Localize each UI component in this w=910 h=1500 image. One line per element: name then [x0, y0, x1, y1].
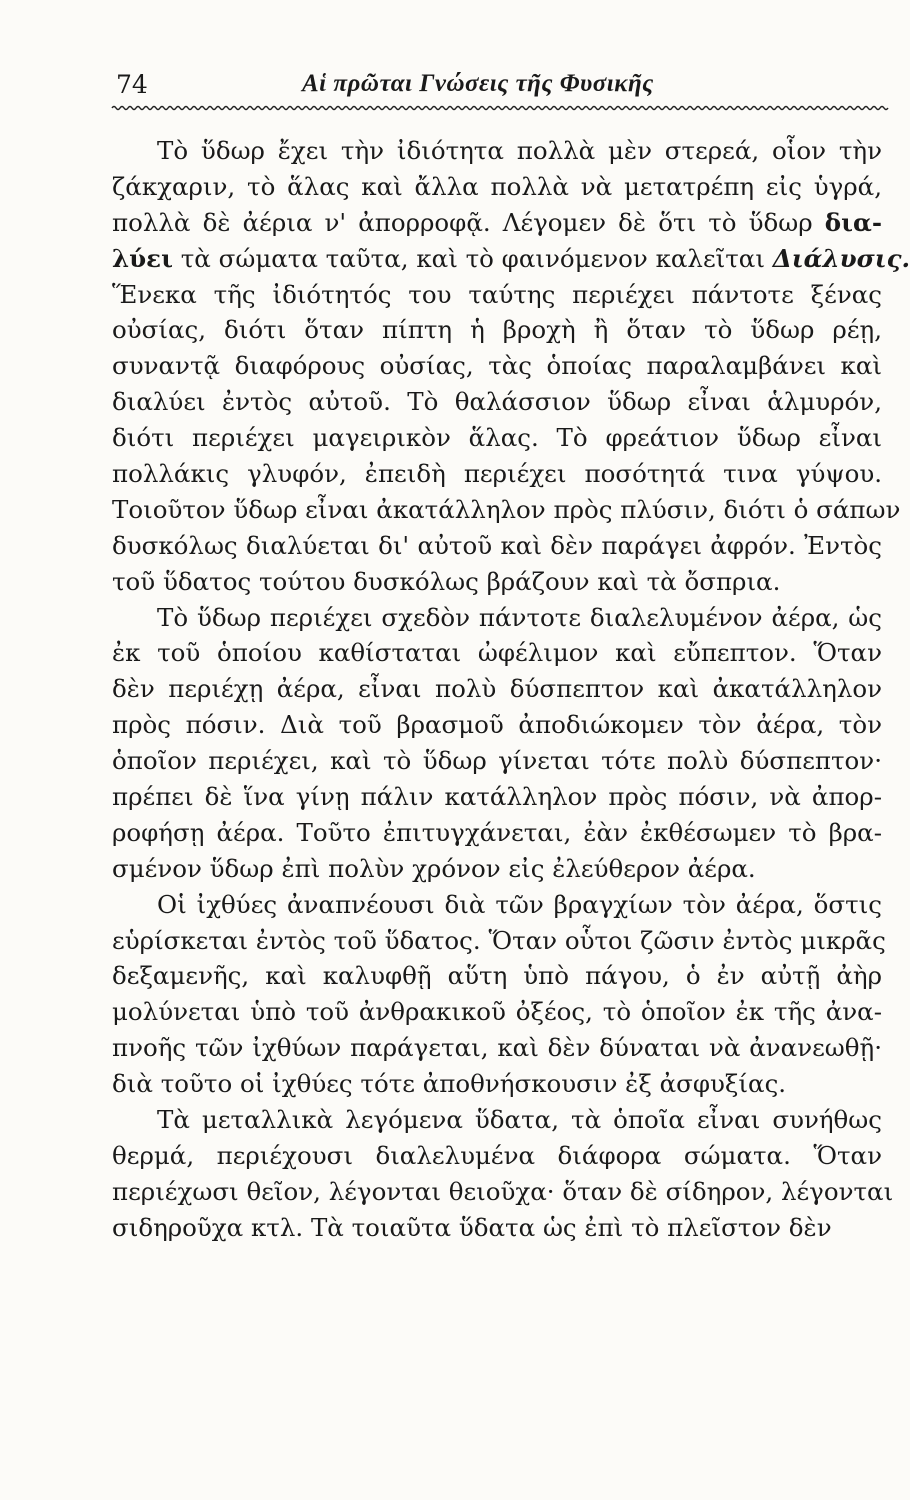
text-line: [112, 1138, 882, 1174]
paragraph: [112, 887, 886, 1102]
text-run: τοῦ ὕδατος τούτου δυσκόλως βράζουν καὶ τὰ ὄσπρια.: [112, 566, 781, 596]
page-header: [112, 70, 882, 110]
text-run: οὐσίας, διότι ὅταν πίπτη ἡ βροχὴ ἢ ὅταν τὸ ὕδωρ ρέῃ,: [112, 315, 882, 345]
emphasized-term: δια-: [824, 207, 882, 237]
text-run: τὰ σώματα ταῦτα, καὶ τὸ φαινόμενον καλεῖται: [172, 243, 773, 273]
text-line: [112, 635, 882, 671]
text-run: πολλὰ δὲ ἀέρια ν' ἀπορροφᾷ. Λέγομεν δὲ ὅτι τὸ ὕδωρ: [112, 207, 825, 237]
text-run: δεξαμενῆς, καὶ καλυφθῇ αὕτη ὑπὸ πάγου, ὁ ἐν αὐτῇ ἀὴρ: [112, 961, 882, 991]
text-run: μολύνεται ὑπὸ τοῦ ἀνθρακικοῦ ὀξέος, τὸ ὁποῖον ἐκ τῆς ἀνα-: [112, 997, 882, 1027]
paragraph: [112, 600, 882, 887]
text-run: Τὰ μεταλλικὰ λεγόμενα ὕδατα, τὰ ὁποῖα εἶναι συνήθως: [157, 1105, 882, 1135]
text-run: περιέχωσι θεῖον, λέγονται θειοῦχα· ὅταν δὲ σίδηρον, λέγονται: [112, 1176, 894, 1206]
text-run: διότι περιέχει μαγειρικὸν ἅλας. Τὸ φρεάτιον ὕδωρ εἶναι: [112, 423, 882, 453]
page-number: 74: [116, 70, 148, 99]
header-rule: [112, 104, 882, 112]
text-line: [112, 887, 882, 923]
text-line: [112, 133, 882, 169]
text-line: [112, 1210, 882, 1246]
text-run: δυσκόλως διαλύεται δι' αὐτοῦ καὶ δὲν παράγει ἀφρόν. Ἐντὸς: [112, 530, 882, 560]
paragraph: [112, 1102, 894, 1246]
text-line: [112, 600, 882, 636]
text-run: διαλύει ἐντὸς αὐτοῦ. Τὸ θαλάσσιον ὕδωρ εἶναι ἁλμυρόν,: [112, 387, 882, 417]
paragraph: [112, 133, 910, 600]
emphasized-term: λύει: [112, 243, 173, 273]
text-line: [112, 456, 882, 492]
text-line: [112, 1066, 882, 1102]
text-run: Τὸ ὕδωρ ἔχει τὴν ἰδιότητα πολλὰ μὲν στερεά, οἷον τὴν: [157, 136, 882, 165]
text-line: [112, 528, 882, 564]
text-line: [112, 312, 882, 348]
text-line: [112, 779, 882, 815]
text-line: [112, 815, 882, 851]
text-line: [112, 492, 901, 528]
text-line: [112, 384, 882, 420]
text-line: [112, 923, 886, 959]
text-line: [112, 205, 882, 241]
text-line: [112, 1174, 894, 1210]
text-line: [112, 277, 882, 313]
text-run: σιδηροῦχα κτλ. Τὰ τοιαῦτα ὕδατα ὡς ἐπὶ τὸ πλεῖστον δὲν: [112, 1212, 832, 1242]
text-run: Οἱ ἰχθύες ἀναπνέουσι διὰ τῶν βραγχίων τὸν ἀέρα, ὅστις: [157, 889, 882, 919]
text-line: [112, 348, 882, 384]
text-run: εὑρίσκεται ἐντὸς τοῦ ὕδατος. Ὅταν οὗτοι ζῶσιν ἐντὸς μικρᾶς: [112, 925, 886, 955]
text-run: ροφήσῃ ἀέρα. Τοῦτο ἐπιτυγχάνεται, ἐὰν ἐκθέσωμεν τὸ βρα-: [112, 817, 882, 847]
emphasized-term: Διάλυσις.: [772, 243, 910, 273]
text-run: ὁποῖον περιέχει, καὶ τὸ ὕδωρ γίνεται τότε πολὺ δύσπεπτον·: [112, 746, 882, 776]
text-run: συναντᾷ διαφόρους οὐσίας, τὰς ὁποίας παραλαμβάνει καὶ: [112, 351, 882, 381]
text-run: ἐκ τοῦ ὁποίου καθίσταται ὠφέλιμον καὶ εὔπεπτον. Ὅταν: [112, 638, 882, 668]
text-run: Τὸ ὕδωρ περιέχει σχεδὸν πάντοτε διαλελυμένον ἀέρα, ὡς: [157, 602, 882, 632]
text-run: θερμά, περιέχουσι διαλελυμένα διάφορα σώματα. Ὅταν: [112, 1140, 882, 1170]
text-line: [112, 994, 882, 1030]
text-run: δὲν περιέχῃ ἀέρα, εἶναι πολὺ δύσπεπτον καὶ ἀκατάλληλον: [112, 674, 882, 704]
body-text: [112, 133, 910, 1246]
text-run: πολλάκις γλυφόν, ἐπειδὴ περιέχει ποσότητά τινα γύψου.: [112, 459, 882, 489]
text-run: Ἕνεκα τῆς ἰδιότητός του ταύτης περιέχει πάντοτε ξένας: [112, 279, 882, 309]
text-line: [112, 851, 882, 887]
running-title: Αἱ πρῶται Γνώσεις τῆς Φυσικῆς: [302, 70, 654, 97]
text-line: [112, 671, 882, 707]
text-run: διὰ τοῦτο οἱ ἰχθύες τότε ἀποθνήσκουσιν ἐξ ἀσφυξίας.: [112, 1069, 787, 1099]
text-run: πνοῆς τῶν ἰχθύων παράγεται, καὶ δὲν δύναται νὰ ἀνανεωθῇ·: [112, 1033, 882, 1063]
text-line: [112, 169, 882, 205]
text-line: [112, 707, 882, 743]
text-line: [112, 958, 882, 994]
text-line: [112, 1030, 882, 1066]
text-line: [112, 420, 882, 456]
text-run: πρὸς πόσιν. Διὰ τοῦ βρασμοῦ ἀποδιώκομεν τὸν ἀέρα, τὸν: [112, 710, 882, 740]
text-line: [112, 241, 910, 277]
text-line: [112, 1102, 882, 1138]
text-line: [112, 743, 882, 779]
text-run: Τοιοῦτον ὕδωρ εἶναι ἀκατάλληλον πρὸς πλύσιν, διότι ὁ σάπων: [112, 494, 901, 524]
text-run: πρέπει δὲ ἵνα γίνῃ πάλιν κατάλληλον πρὸς πόσιν, νὰ ἀπορ-: [112, 782, 882, 812]
text-run: σμένον ὕδωρ ἐπὶ πολὺν χρόνον εἰς ἐλεύθερον ἀέρα.: [112, 853, 756, 883]
text-run: ζάκχαριν, τὸ ἅλας καὶ ἄλλα πολλὰ νὰ μετατρέπη εἰς ὑγρά,: [112, 171, 882, 201]
text-line: [112, 564, 882, 600]
